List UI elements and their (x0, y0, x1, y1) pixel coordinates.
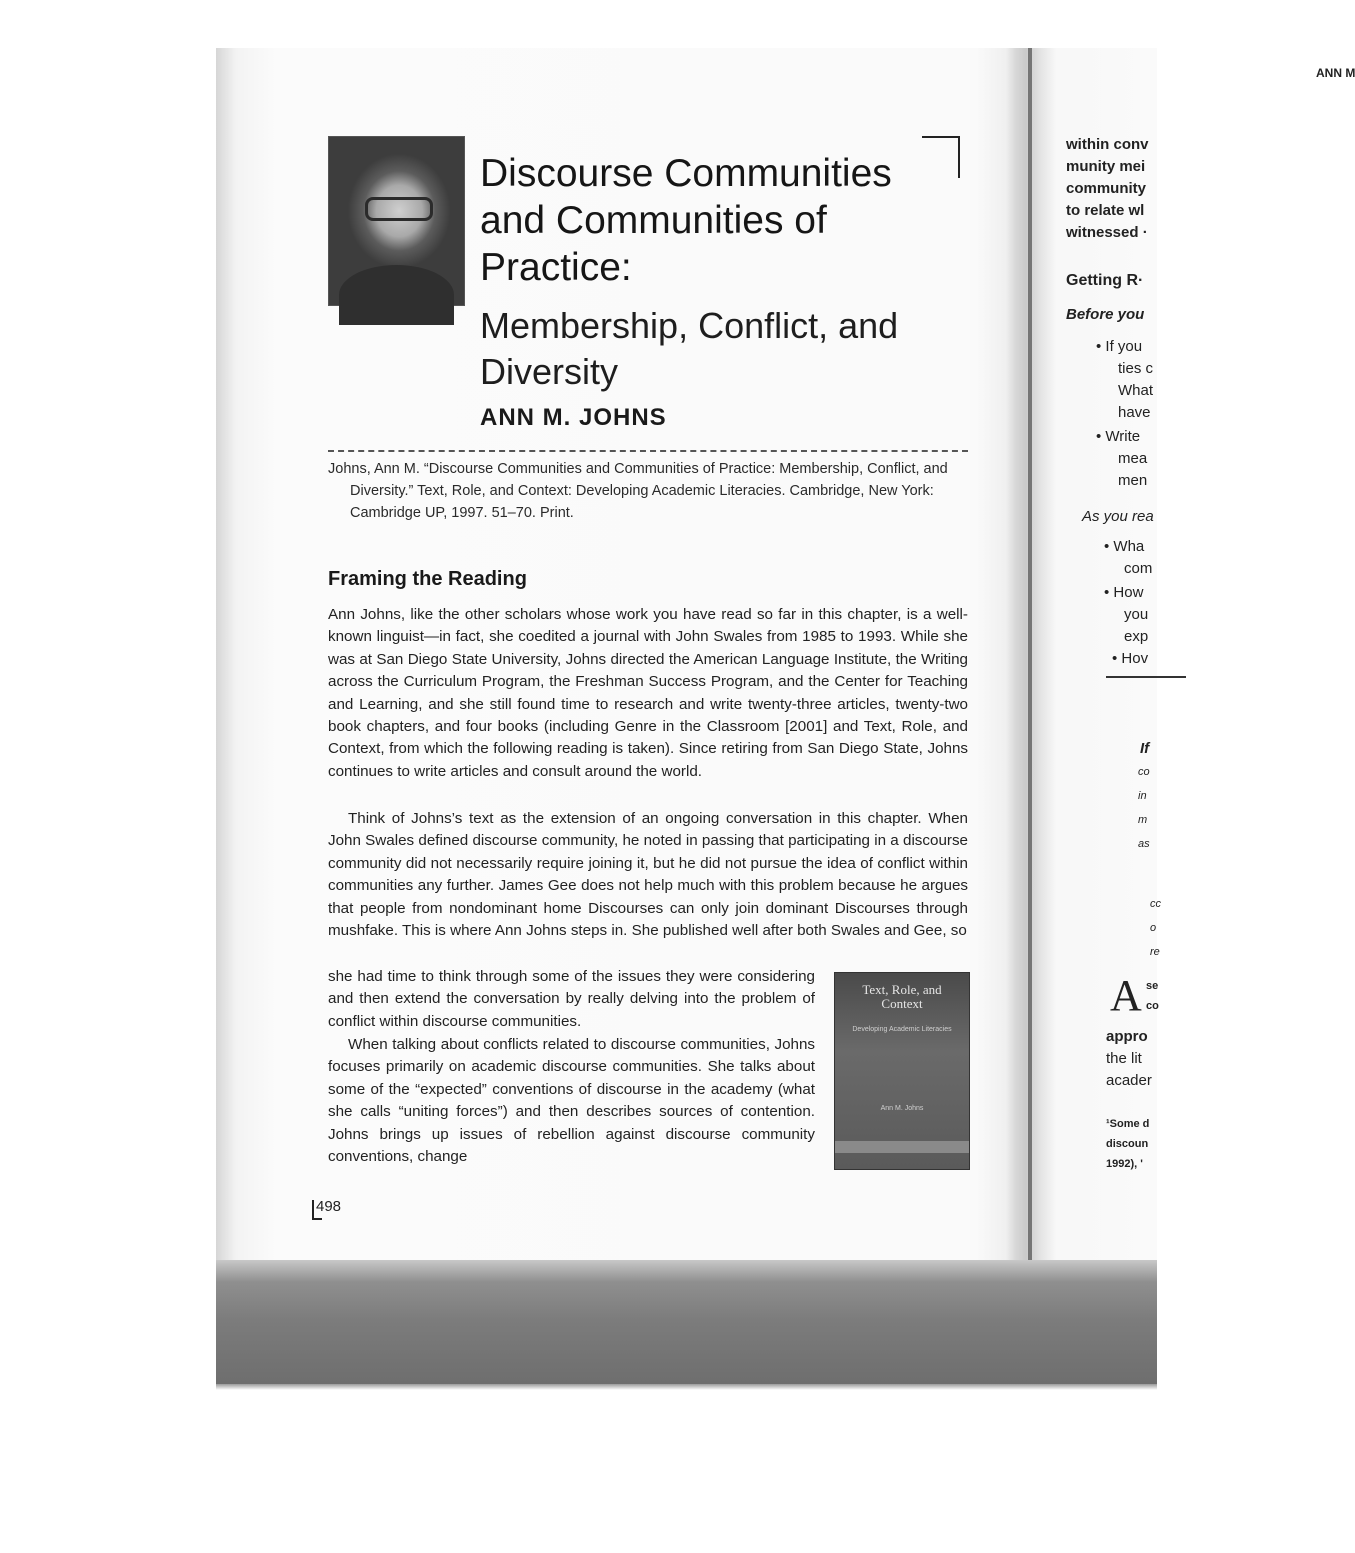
facing-page-rule (1106, 676, 1186, 678)
page-number (316, 1198, 341, 1215)
footnote-text: discoun (1106, 1138, 1149, 1150)
divider-rule (328, 450, 968, 452)
book-cover-stripe (835, 1141, 969, 1153)
facing-page-text: • How (1104, 584, 1144, 601)
facing-page-text: in (1138, 790, 1147, 802)
facing-page-text: • Wha (1104, 538, 1145, 555)
body-paragraph: Think of Johns’s text as the extension of an ongoing conversation in this chapter. When John Swales defined discourse community, he noted in passing that participating in a discourse community did not necessarily require joining it, but he did not pursue the idea of conflict within communities any further. James Gee does not help much with this problem because he argues that people from nondominant home Discourses can only join dominant Discourses through mushfake. This is where Ann Johns steps in. She published well after both Swales and Gee, so (328, 810, 968, 940)
facing-page-text: • If you (1096, 338, 1143, 355)
page-number-text: 498 (316, 1198, 342, 1215)
scan-edge-shadow (216, 1384, 1157, 1390)
facing-page-text: community (1066, 180, 1147, 197)
facing-page-text: the lit (1106, 1050, 1142, 1067)
page-edge (1028, 48, 1032, 1288)
facing-page-text: mea (1118, 450, 1148, 467)
facing-page-text: As you rea (1082, 508, 1154, 525)
facing-page-text: have (1118, 404, 1151, 421)
facing-page-fragment (1066, 48, 1355, 1260)
facing-page-text: se (1146, 980, 1159, 992)
facing-page-text: • Write (1096, 428, 1141, 445)
facing-page-text: within conv (1066, 136, 1149, 153)
facing-page-text: What (1118, 382, 1154, 399)
facing-page-text: as (1138, 838, 1150, 850)
facing-page-text: m (1138, 814, 1148, 826)
facing-page-text: com (1124, 560, 1153, 577)
subtitle-line: Membership, Conflict, and (480, 305, 899, 346)
body-paragraph: When talking about conflicts related to discourse communities, Johns focuses primarily on academic discourse communities. She talks about some of the “expected” conventions of discourse in the academy (what she calls “uniting forces”) and then describes sources of contention. Johns brings up issues of rebellion against discourse community conventions, change (328, 1036, 815, 1166)
facing-page-text: exp (1124, 628, 1149, 645)
body-paragraph: she had time to think through some of the issues they were considering and then extend the conversation by really delving into the problem of conflict within discourse communities. (328, 968, 815, 1030)
section-heading: Framing the Reading (328, 568, 527, 590)
book-cover-author: Ann M. Johns (880, 1105, 924, 1112)
author-photo (328, 136, 465, 306)
shoulders-shape (339, 265, 454, 325)
bibliographic-citation: Johns, Ann M. “Discourse Communities and Communities of Practice: Membership, Conflict, and Diversity.” Text, Role, and Context: Developing Academic Literacies. Cambridge, New York: Cambridge UP, 1997. 51–70. Print. (328, 461, 948, 521)
scanned-book-spread (216, 48, 1355, 1384)
facing-page-text: co (1146, 1000, 1159, 1012)
facing-page-heading: Getting R· (1066, 272, 1144, 289)
chapter-subtitle (480, 303, 960, 395)
title-line: and Communities of (480, 199, 827, 242)
facing-page-text: Before you (1066, 306, 1145, 323)
footnote-text: ¹Some d (1106, 1118, 1150, 1130)
scanner-bed-shadow (216, 1260, 1157, 1384)
facing-page-text: o (1150, 922, 1157, 934)
facing-page-text: you (1124, 606, 1149, 623)
book-cover-image (834, 972, 970, 1170)
running-head: ANN M (1316, 66, 1355, 80)
book-cover-subtitle: Developing Academic Literacies (852, 1026, 952, 1033)
facing-page-text: If (1140, 740, 1150, 757)
facing-page-text: re (1150, 946, 1160, 958)
subtitle-line: Diversity (480, 351, 619, 392)
facing-page-text: cc (1150, 898, 1161, 910)
title-line: Practice: (480, 246, 632, 289)
page-number-bracket (312, 1200, 322, 1220)
title-line: Discourse Communities (480, 152, 892, 195)
footnote-text: 1992), ' (1106, 1158, 1143, 1170)
facing-page-text: • Hov (1112, 650, 1149, 667)
facing-page-text: appro (1106, 1028, 1148, 1045)
facing-page-text: munity mei (1066, 158, 1146, 175)
chapter-author: ANN M. JOHNS (480, 404, 667, 431)
glasses-shape (365, 197, 433, 221)
body-paragraph: Ann Johns, like the other scholars whose work you have read so far in this chapter, is a well-known linguist—in fact, she coedited a journal with John Swales from 1985 to 1993. While she was at San Diego State University, Johns directed the American Language Institute, the Writing across the Curriculum Program, the Freshman Success Program, and the Center for Teaching and Learning, and she still found time to research and write twenty-three articles, twenty-two book chapters, and four books (including Genre in the Classroom [2001] and Text, Role, and Context, from which the following reading is taken). Since retiring from San Diego State, Johns continues to write articles and consult around the world. (328, 606, 968, 780)
book-cover-title: Text, Role, and Context (862, 982, 942, 1011)
facing-page-text: acader (1106, 1072, 1152, 1089)
chapter-title (480, 150, 950, 291)
facing-page-text: to relate wl (1066, 202, 1145, 219)
facing-page-text: men (1118, 472, 1148, 489)
facing-page-text: co (1138, 766, 1150, 778)
facing-page-text: ties c (1118, 360, 1154, 377)
drop-cap: A (1110, 971, 1142, 1020)
facing-page-text: witnessed · (1066, 224, 1148, 241)
